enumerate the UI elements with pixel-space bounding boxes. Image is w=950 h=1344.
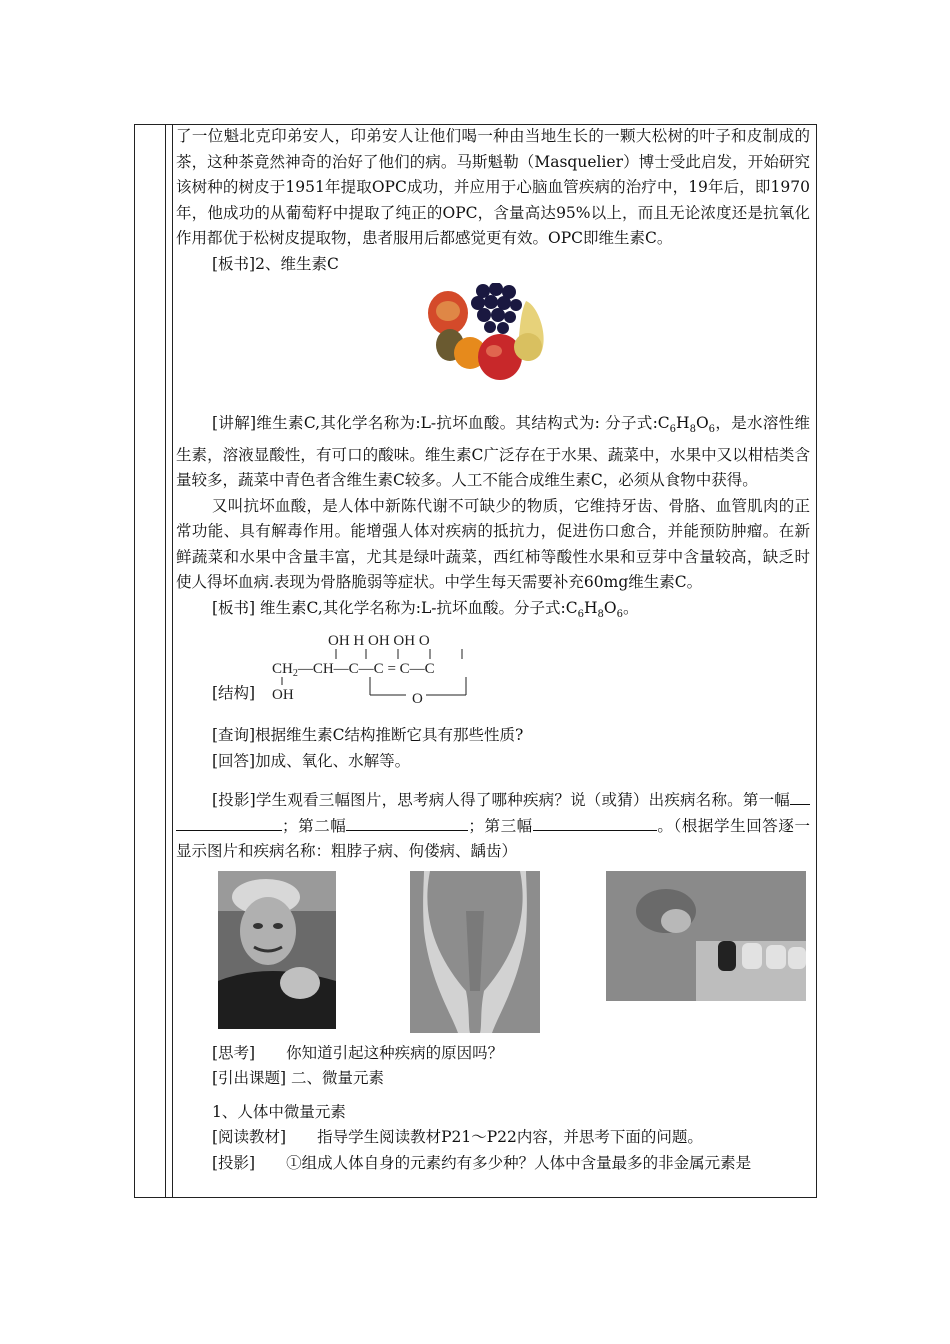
- paragraph-ascorbic-acid: 又叫抗坏血酸，是人体中新陈代谢不可缺少的物质，它维持牙齿、骨胳、血管肌肉的正常功能、具有解毒作用。能增强人体对疾病的抵抗力，促进伤口愈合，并能预防肿瘤。在新鲜蔬菜和水果中含量丰富，尤其是绿叶蔬菜，西红柿等酸性水果和豆芽中含量较高，缺乏时使人得坏血病.表现为骨胳脆弱等症状。中学生每天需要补充60mg维生素C。: [176, 496, 810, 592]
- vitamin-c-structure: [272, 631, 492, 709]
- blank-3: [533, 814, 657, 831]
- disease-images: [176, 871, 810, 1041]
- fruit-image: [428, 283, 558, 383]
- svg-text:OH H OH OH O: OH H OH OH O: [328, 633, 430, 650]
- dental-caries-photo: [606, 871, 806, 1001]
- svg-text:CH2—CH—C—C = C—C: $CH_2—CH—C—C$ = C—C: [272, 661, 435, 680]
- goiter-photo: [218, 871, 336, 1029]
- lecture-vitamin-c: [讲解]维生素C,其化学名称为:L-抗坏血酸。其结构式为: 分子式$:C_6H_8O_6$，是水溶性维生素，溶液显酸性，有可口的酸味。维生素C广泛存在于水果、蔬菜中，水果中又以柑桔类含量较多，蔬菜中青色者含维生素C较多。人工不能合成维生素C，必须从食物中获得。: [176, 414, 810, 490]
- projection-question: [投影] ①组成人体自身的元素约有多少种？人体中含量最多的非金属元素是: [212, 1153, 752, 1172]
- query-properties: [查询]根据维生素C结构推断它具有那些性质?: [212, 726, 524, 745]
- blank-1-start: [790, 788, 810, 805]
- board-vitamin-c-heading: [板书]2、维生素C: [212, 254, 339, 273]
- blank-2: [346, 814, 468, 831]
- svg-text:OH: OH: [272, 687, 294, 704]
- section-trace-elements-in-body: 1、人体中微量元素: [212, 1102, 346, 1121]
- reading-assignment: [阅读教材] 指导学生阅读教材P21～P22内容，并思考下面的问题。: [212, 1128, 703, 1147]
- paragraph-opc: 了一位魁北克印弟安人，印弟安人让他们喝一种由当地生长的一颗大松树的叶子和皮制成的茶，这种茶竟然神奇的治好了他们的病。马斯魁勒（Masquelier）博士受此启发，开始研究该树种的树皮于1951年提取OPC成功，并应用于心脑血管疾病的治疗中，19年后，即1970年，他成功的从葡萄籽中提取了纯正的OPC，含量高达95%以上，而且无论浓度还是抗氧化作用都优于松树皮提取物，患者服用后都感觉更有效。OPC即维生素C。: [176, 127, 810, 247]
- column-divider: [165, 125, 166, 1197]
- column-divider: [172, 125, 173, 1197]
- think-causes: [思考] 你知道引起这种疾病的原因吗？: [212, 1043, 504, 1062]
- svg-text:O: O: [412, 691, 423, 708]
- rickets-photo: [410, 871, 540, 1033]
- board-vitamin-c-formula: [板书] 维生素C,其化学名称为:L-抗坏血酸。分子式$:C_6H_8O_6$。: [212, 598, 639, 620]
- blank-1: [176, 814, 282, 831]
- projection-diseases: [投影]学生观看三幅图片，思考病人得了哪种疾病？说（或猜）出疾病名称。第一幅；第二幅 ；第三幅 。（根据学生回答逐一显示图片和疾病名称：粗脖子病、佝偻病、龋齿）: [176, 788, 810, 865]
- lesson-content: [176, 124, 810, 1176]
- topic-trace-elements: [引出课题] 二、微量元素: [212, 1069, 385, 1088]
- answer-properties: [回答]加成、氧化、水解等。: [212, 751, 411, 770]
- structure-label: [结构]: [212, 684, 256, 703]
- structural-formula: [176, 629, 810, 709]
